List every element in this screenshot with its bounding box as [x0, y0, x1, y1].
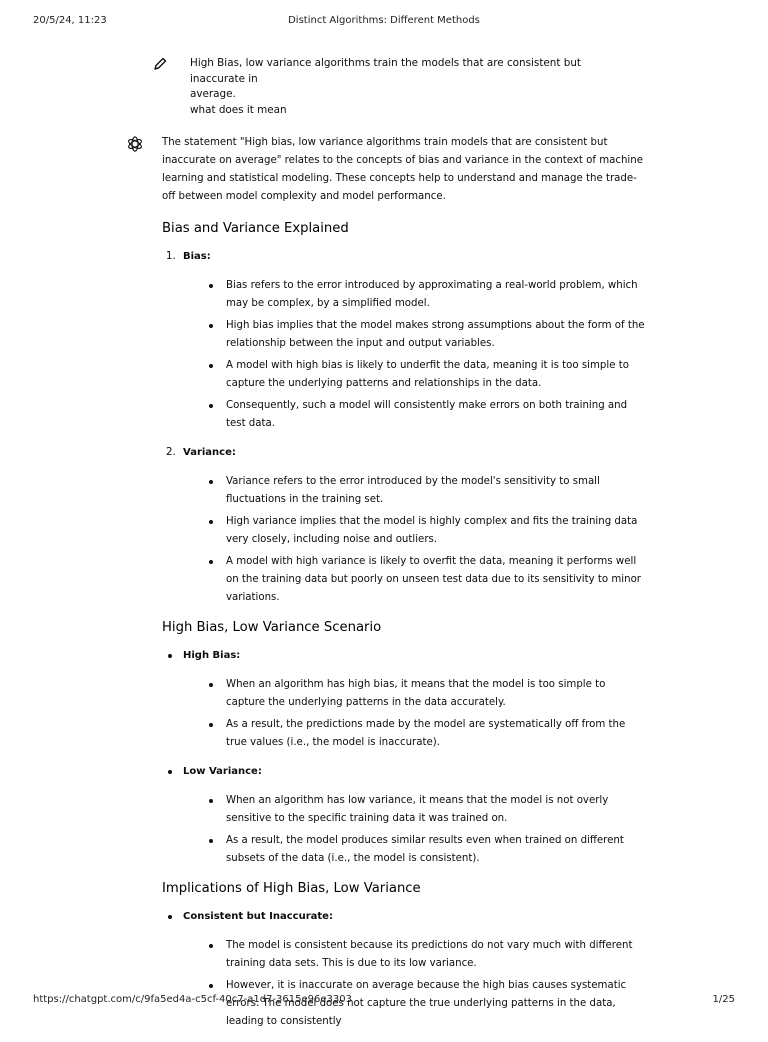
- bullet-text: As a result, the model produces similar results even when trained on different subsets of the data (i.e., the model is consistent).: [226, 835, 624, 864]
- print-header: [0, 15, 768, 31]
- bullet-text: High variance implies that the model is highly complex and fits the training data very closely, including noise and outliers.: [226, 516, 638, 545]
- bullet-item: [183, 937, 646, 973]
- list-item: [162, 444, 646, 607]
- list-item-label: Consistent but Inaccurate:: [183, 911, 333, 922]
- print-date: 20/5/24, 11:23: [33, 15, 107, 26]
- bullet-text: Consequently, such a model will consistently make errors on both training and test data.: [226, 400, 628, 429]
- bullet-dot: [209, 284, 213, 288]
- bullet-dot: [209, 799, 213, 803]
- bullet-dot: [209, 839, 213, 843]
- list-item-label: Variance:: [183, 447, 236, 458]
- bullet-list: [183, 277, 646, 433]
- bullet-text: The model is consistent because its predictions do not vary much with different training data sets. This is due to its low variance.: [226, 940, 633, 969]
- section-heading: High Bias, Low Variance Scenario: [162, 620, 382, 635]
- bullet-item: [183, 716, 646, 752]
- print-title: Distinct Algorithms: Different Methods: [288, 15, 480, 26]
- bullet-dot: [209, 944, 213, 948]
- bullet-list: [162, 647, 646, 868]
- bullet-text: Variance refers to the error introduced by the model's sensitivity to small fluctuations in the training set.: [226, 476, 600, 505]
- list-item-label: High Bias:: [183, 650, 241, 661]
- bullet-dot: [168, 915, 172, 919]
- bullet-text: A model with high variance is likely to overfit the data, meaning it performs well on the training data but poorly on unseen test data due to its sensitivity to minor variations.: [226, 556, 641, 603]
- bullet-dot: [209, 984, 213, 988]
- bullet-list: [183, 937, 646, 1031]
- bullet-text: When an algorithm has low variance, it means that the model is not overly sensitive to the specific training data it was trained on.: [226, 795, 609, 824]
- bullet-text: As a result, the predictions made by the model are systematically off from the true values (i.e., the model is inaccurate).: [226, 719, 626, 748]
- bullet-dot: [209, 480, 213, 484]
- page-url: https://chatgpt.com/c/9fa5ed4a-c5cf-40c7-a1d7-3615e96e3303: [33, 994, 352, 1005]
- bullet-text: A model with high bias is likely to underfit the data, meaning it is too simple to capture the underlying patterns and relationships in the data.: [226, 360, 629, 389]
- user-message-line: average.: [190, 88, 236, 100]
- bullet-item: [183, 553, 646, 607]
- list-number: 1.: [166, 251, 176, 262]
- chatgpt-logo-icon: [126, 135, 144, 153]
- bullet-dot: [209, 560, 213, 564]
- bullet-item: [183, 792, 646, 828]
- list-item-label: Bias:: [183, 251, 211, 262]
- bullet-item: [183, 277, 646, 313]
- list-item: [162, 908, 646, 1031]
- bullet-item: [183, 832, 646, 868]
- bullet-item: [183, 397, 646, 433]
- list-item: [162, 647, 646, 752]
- bullet-dot: [168, 654, 172, 658]
- assistant-answer: [162, 134, 646, 1042]
- bullet-item: [183, 513, 646, 549]
- bullet-item: [183, 676, 646, 712]
- list-item-label: Low Variance:: [183, 766, 262, 777]
- bullet-item: [183, 357, 646, 393]
- list-item: [162, 763, 646, 868]
- bullet-item: [183, 473, 646, 509]
- list-item: [162, 248, 646, 433]
- numbered-list: [162, 248, 646, 607]
- bullet-text: Bias refers to the error introduced by approximating a real-world problem, which may be complex, by a simplified model.: [226, 280, 638, 309]
- bullet-dot: [209, 683, 213, 687]
- bullet-dot: [209, 723, 213, 727]
- bullet-text: When an algorithm has high bias, it means that the model is too simple to capture the underlying patterns in the data accurately.: [226, 679, 606, 708]
- bullet-list: [183, 473, 646, 607]
- bullet-item: [183, 317, 646, 353]
- bullet-list: [162, 908, 646, 1031]
- bullet-dot: [209, 404, 213, 408]
- intro-paragraph: The statement "High bias, low variance algorithms train models that are consistent but inaccurate on average" relates to the concepts of bias and variance in the context of machine learning and statistical modeling. These concepts help to understand and manage the trade-off between model complexity and model performance.: [162, 137, 643, 202]
- bullet-dot: [209, 324, 213, 328]
- bullet-text: However, it is inaccurate on average because the high bias causes systematic errors. The model does not capture the true underlying patterns in the data, leading to consistently: [226, 980, 627, 1027]
- section-heading: Implications of High Bias, Low Variance: [162, 881, 421, 896]
- bullet-dot: [209, 520, 213, 524]
- bullet-list: [183, 676, 646, 752]
- bullet-list: [183, 792, 646, 868]
- bullet-dot: [168, 770, 172, 774]
- bullet-text: High bias implies that the model makes strong assumptions about the form of the relationship between the input and output variables.: [226, 320, 645, 349]
- section-heading: Bias and Variance Explained: [162, 221, 349, 236]
- page-number: 1/25: [712, 994, 735, 1005]
- user-message-text: [190, 56, 630, 118]
- pencil-icon[interactable]: [152, 56, 168, 72]
- user-message-line: what does it mean: [190, 103, 287, 116]
- print-footer: [0, 994, 768, 1010]
- bullet-dot: [209, 364, 213, 368]
- list-number: 2.: [166, 447, 176, 458]
- user-message-line: High Bias, low variance algorithms train the models that are consistent but inaccurate in: [190, 57, 582, 85]
